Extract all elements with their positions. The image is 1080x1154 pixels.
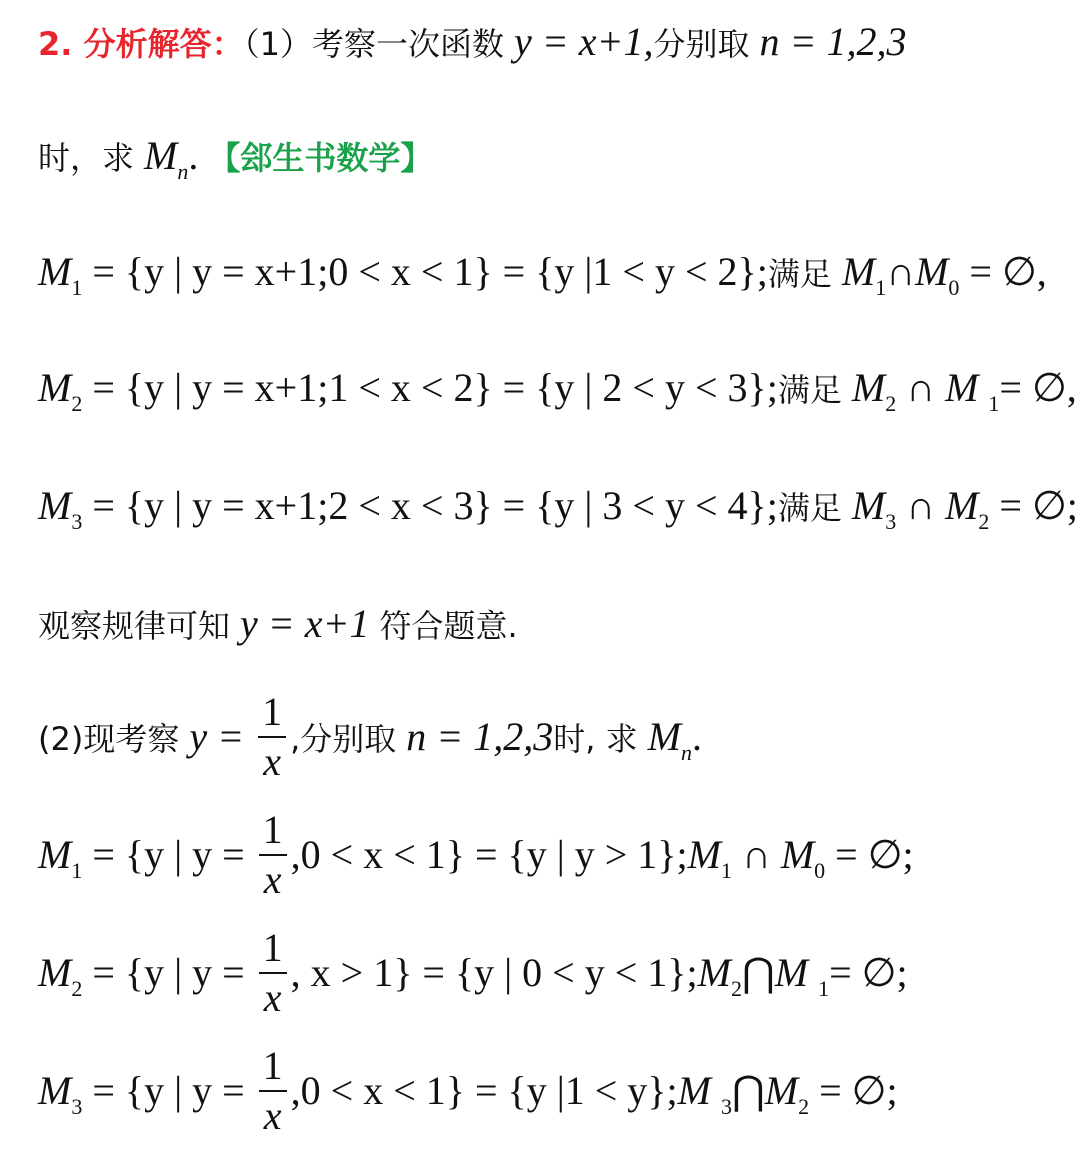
symbol-n: n xyxy=(680,740,692,766)
problem-intro-line xyxy=(38,19,907,64)
intersection-symbol: ⋂ xyxy=(741,950,775,996)
symbol-n: n xyxy=(177,159,189,184)
equation-tail: = ∅; xyxy=(999,483,1078,528)
conclusion-text-a: 观察规律可知 xyxy=(38,607,231,645)
symbol-M: M xyxy=(945,365,979,410)
part2-equation-1 xyxy=(38,807,914,908)
symbol-M: M xyxy=(774,950,809,996)
symbol-M: M xyxy=(144,133,178,178)
subscript: 2 xyxy=(885,391,897,416)
subscript: 2 xyxy=(978,509,990,534)
subscript: 3 xyxy=(885,509,897,534)
satisfies-label: 满足 xyxy=(777,489,842,527)
fraction-one-over-x xyxy=(259,1042,287,1140)
part2-n-values: n = 1,2,3 xyxy=(406,714,554,760)
part2-intro-line: (2)现考察 y = $\frac{1}{x}$ ,分别取 n = 1,2,3时, 求 $M_n$. xyxy=(38,689,702,784)
fraction-one-over-x xyxy=(258,688,286,786)
symbol-M: M xyxy=(764,1068,799,1114)
conclusion-function: y = x+1 xyxy=(240,601,370,646)
problem-label: 2. 分析解答： xyxy=(38,25,244,63)
equation-post: ,0 < x < 1} = {y |1 < y}; xyxy=(290,1068,678,1114)
subscript: 3 xyxy=(71,509,83,534)
subscript: 2 xyxy=(798,1094,810,1120)
subscript: 3 xyxy=(71,1094,83,1120)
part2-equation-3 xyxy=(38,1043,898,1144)
symbol-M: M xyxy=(647,714,681,760)
part2-intro-a: (2)现考察 xyxy=(38,720,180,759)
part2-intro-c: 时, 求 xyxy=(553,720,638,759)
part2-intro-b: ,分别取 xyxy=(290,720,397,759)
intersection-symbol: ∩ xyxy=(906,365,936,410)
subscript: 2 xyxy=(71,391,83,416)
subscript: 1 xyxy=(875,275,887,300)
equation-body: = {y | y = x+1;2 < x < 3} = {y | 3 < y < 4}; xyxy=(92,483,778,528)
fraction-denominator: x xyxy=(263,1093,282,1138)
subscript: 0 xyxy=(948,275,960,300)
symbol-M: M xyxy=(38,483,72,528)
part1-intro-a: （1）考察一次函数 xyxy=(243,25,504,63)
equation-post: ,0 < x < 1} = {y | y > 1}; xyxy=(290,832,688,878)
symbol-M: M xyxy=(38,1068,72,1114)
brand-tag: 【郐生书数学】 xyxy=(208,139,433,177)
conclusion-line xyxy=(38,601,518,646)
subscript: 1 xyxy=(71,858,83,884)
fraction-numerator: 1 xyxy=(262,1043,283,1088)
fraction-one-over-x xyxy=(259,924,287,1022)
equation-tail: = ∅, xyxy=(969,249,1047,294)
subscript: 2 xyxy=(71,976,83,1002)
subscript: 1 xyxy=(818,976,830,1002)
fraction-denominator: x xyxy=(263,857,282,902)
subscript: 2 xyxy=(730,976,742,1002)
symbol-M: M xyxy=(687,832,721,878)
intersection-symbol: ∩ xyxy=(886,249,916,294)
part2-y: y = xyxy=(189,714,245,760)
symbol-M: M xyxy=(851,483,886,528)
symbol-M: M xyxy=(851,365,886,410)
equation-pre: = {y | y = xyxy=(92,950,245,996)
satisfies-label: 满足 xyxy=(767,255,832,293)
part1-equation-3 xyxy=(38,483,1078,534)
equation-pre: = {y | y = xyxy=(92,832,245,878)
symbol-M: M xyxy=(697,950,731,996)
part1-n-values: n = 1,2,3 xyxy=(759,19,907,64)
subscript: 1 xyxy=(720,858,732,884)
symbol-M: M xyxy=(38,832,72,878)
conclusion-text-b: 符合题意. xyxy=(379,607,518,645)
symbol-M: M xyxy=(38,365,72,410)
part1-equation-2 xyxy=(38,365,1077,416)
symbol-M: M xyxy=(780,832,815,878)
equation-pre: = {y | y = xyxy=(92,1068,245,1114)
equation-post: , x > 1} = {y | 0 < y < 1}; xyxy=(290,950,698,996)
part1-intro-c: 时，求 xyxy=(38,139,135,177)
intersection-symbol: ∩ xyxy=(741,832,771,878)
intersection-symbol: ∩ xyxy=(906,483,936,528)
part1-intro-b: 分别取 xyxy=(653,25,750,63)
fraction-denominator: x xyxy=(263,975,282,1020)
fraction-numerator: 1 xyxy=(262,689,283,734)
part1-function: y = x+1, xyxy=(513,19,654,64)
subscript: 1 xyxy=(988,391,1000,416)
part2-equation-2 xyxy=(38,925,908,1026)
symbol-M: M xyxy=(915,249,949,294)
fraction-numerator: 1 xyxy=(262,807,283,852)
problem-intro-line-2: 时，求 $M_n$. 【郐生书数学】 xyxy=(38,133,433,184)
satisfies-label: 满足 xyxy=(777,371,842,409)
part1-equation-1 xyxy=(38,249,1047,300)
subscript: 0 xyxy=(814,858,826,884)
fraction-one-over-x xyxy=(259,806,287,904)
equation-tail: = ∅; xyxy=(835,832,914,878)
equation-body: = {y | y = x+1;1 < x < 2} = {y | 2 < y < 3}; xyxy=(92,365,778,410)
equation-tail: = ∅; xyxy=(819,1068,898,1114)
equation-tail: = ∅; xyxy=(829,950,908,996)
intersection-symbol: ⋂ xyxy=(731,1068,765,1114)
fraction-numerator: 1 xyxy=(262,925,283,970)
symbol-M: M xyxy=(945,483,979,528)
equation-body: = {y | y = x+1;0 < x < 1} = {y |1 < y < 2}; xyxy=(92,249,768,294)
fraction-denominator: x xyxy=(263,739,281,784)
symbol-M: M xyxy=(841,249,876,294)
subscript: 1 xyxy=(71,275,83,300)
symbol-M: M xyxy=(677,1068,711,1114)
symbol-M: M xyxy=(38,249,72,294)
equation-tail: = ∅, xyxy=(999,365,1077,410)
subscript: 3 xyxy=(720,1094,732,1120)
symbol-M: M xyxy=(38,950,72,996)
